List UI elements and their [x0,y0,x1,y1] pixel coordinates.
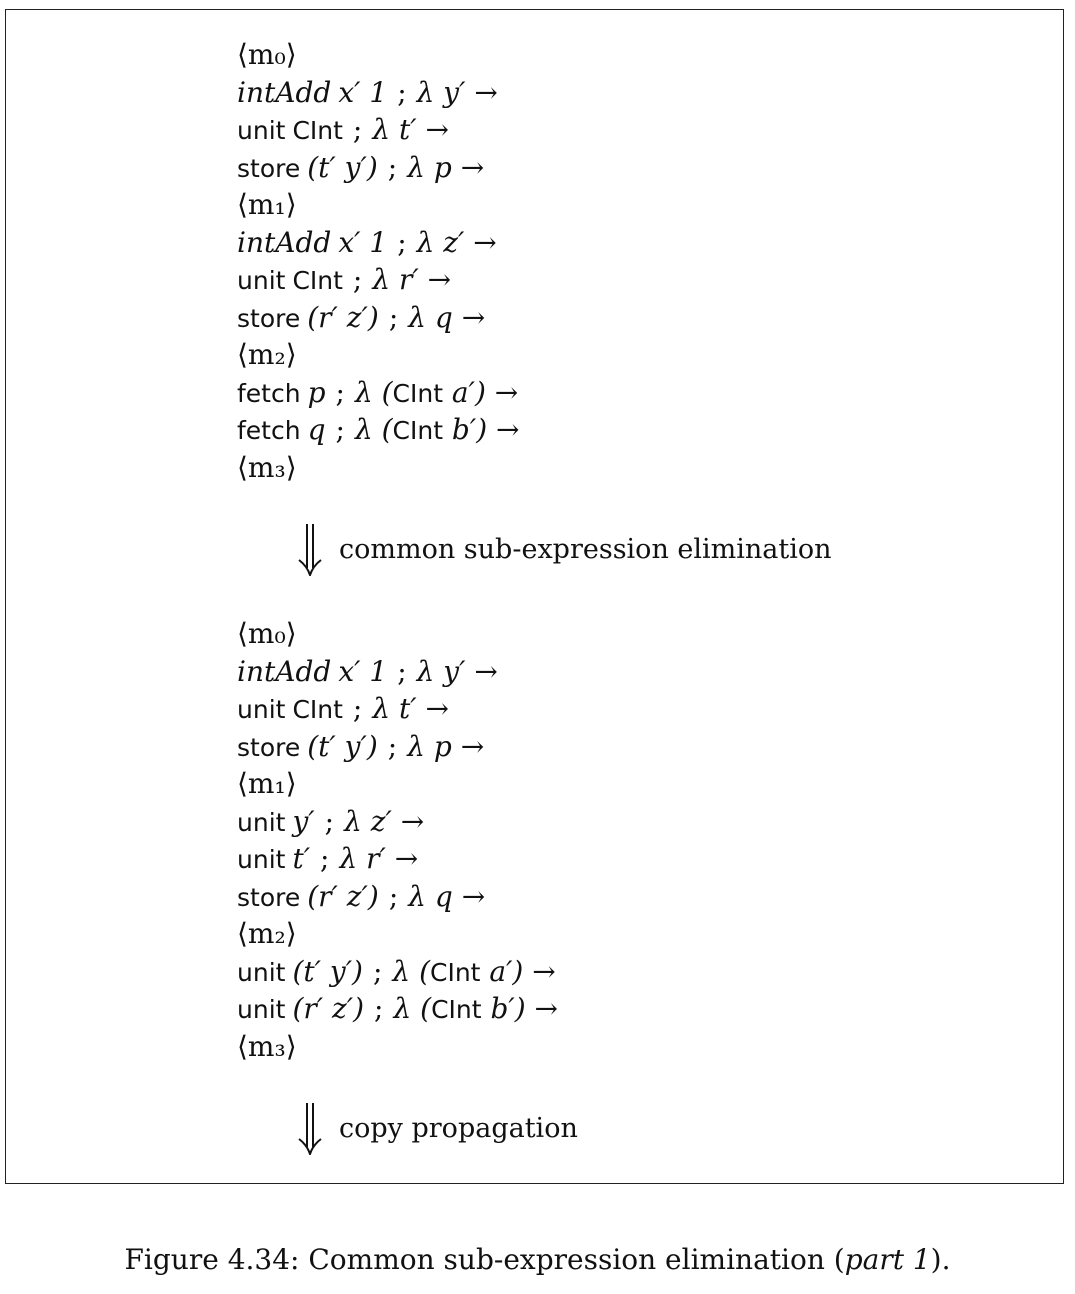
lambda-binder-open: λ ( [354,375,393,409]
code-arguments: q [307,413,326,446]
code-arguments: x′ 1 [338,75,388,109]
constructor-name: CInt [392,416,444,445]
lambda-binder-close: b′) → [481,992,559,1025]
lambda-binder: λ q → [408,879,486,913]
code-operation: unit [237,995,286,1024]
code-operation: unit [237,807,286,837]
code-arguments: t′ [292,842,311,875]
code-arguments: (t′ y′) [307,150,378,184]
lambda-binder-open: λ ( [392,954,430,988]
code-arguments: x′ 1 [338,654,388,688]
caption-prefix: Figure 4.34: Common sub-expression elimination ( [124,1243,845,1276]
memory-marker [237,1028,558,1066]
constructor-name: CInt [430,957,481,987]
transform-step-cse [295,524,832,574]
lambda-binder: λ y′ → [416,654,498,688]
code-line [237,411,519,449]
memory-marker [237,615,558,653]
separator: ; [397,225,407,259]
code-operation: fetch [237,416,301,445]
transform-label-cse: common sub-expression elimination [339,533,832,565]
code-operation: unit [237,957,286,987]
memory-marker [237,915,558,953]
code-arguments: CInt [292,266,343,295]
code-arguments: (t′ y′) [307,729,378,763]
code-line [237,840,558,878]
code-operation: intAdd [237,75,332,109]
separator: ; [352,263,363,296]
code-arguments: (r′ z′) [307,300,379,334]
marker-text: ⟨m₃⟩ [237,1029,297,1063]
transform-step-copy-propagation [295,1103,578,1153]
constructor-name: CInt [431,995,482,1024]
marker-text: ⟨m₁⟩ [237,188,297,221]
lambda-binder: λ y′ → [416,75,498,109]
transform-label-copy-propagation: copy propagation [339,1112,578,1144]
code-line [237,111,519,149]
marker-text: ⟨m₁⟩ [237,767,297,800]
lambda-binder-close: b′) → [443,413,520,446]
separator: ; [388,879,399,913]
lambda-binder: λ q → [408,300,486,334]
constructor-name: CInt [392,378,444,408]
memory-marker [237,36,519,74]
code-operation: unit [237,695,286,724]
code-arguments: (t′ y′) [292,954,363,988]
lambda-binder: λ t′ → [372,692,449,725]
separator: ; [352,692,363,725]
memory-marker [237,336,519,374]
code-operation: unit [237,845,286,874]
memory-marker [237,186,519,224]
separator: ; [387,729,398,763]
memory-marker [237,765,558,803]
code-operation: store [237,732,301,762]
code-arguments: p [307,375,326,409]
code-block-before [237,36,519,486]
lambda-binder: λ z′ → [344,804,425,838]
lambda-binder: λ r′ → [339,842,419,875]
code-line [237,990,558,1028]
code-arguments: CInt [292,116,343,145]
memory-marker [237,449,519,487]
figure-caption [0,1243,1075,1276]
marker-text: ⟨m₃⟩ [237,450,297,484]
lambda-binder-close: a′) → [480,954,556,988]
separator: ; [374,992,384,1025]
lambda-binder: λ z′ → [416,225,497,259]
lambda-binder-open: λ ( [354,413,393,446]
code-line [237,374,519,412]
lambda-binder: λ p → [407,150,485,184]
marker-text: ⟨m₀⟩ [237,38,297,71]
marker-text: ⟨m₀⟩ [237,617,297,650]
lambda-binder: λ t′ → [372,113,449,146]
code-line [237,224,519,262]
separator: ; [320,842,330,875]
separator: ; [397,654,407,688]
caption-suffix: ). [930,1243,951,1276]
code-operation: unit [237,116,286,145]
lambda-binder-open: λ ( [393,992,432,1025]
code-line [237,149,519,187]
code-arguments: (r′ z′) [292,992,365,1025]
code-line [237,299,519,337]
code-line [237,953,558,991]
code-arguments: x′ 1 [338,225,388,259]
caption-emphasis: part 1 [844,1243,931,1276]
code-operation: store [237,303,301,333]
code-line [237,728,558,766]
separator: ; [352,113,363,146]
code-line [237,803,558,841]
code-operation: intAdd [237,654,332,688]
separator: ; [324,804,335,838]
code-line [237,653,558,691]
code-operation: unit [237,266,286,295]
lambda-binder: λ r′ → [372,263,452,296]
code-arguments: (r′ z′) [307,879,379,913]
code-arguments: CInt [292,695,343,724]
code-operation: intAdd [237,225,332,259]
double-down-arrow-icon [295,522,325,576]
code-line [237,690,558,728]
separator: ; [388,300,399,334]
separator: ; [387,150,398,184]
code-line [237,74,519,112]
separator: ; [335,413,345,446]
lambda-binder: λ p → [407,729,485,763]
double-down-arrow-icon [295,1101,325,1155]
marker-text: ⟨m₂⟩ [237,338,297,371]
code-operation: store [237,153,301,183]
code-operation: store [237,882,301,912]
code-arguments: y′ [292,804,315,838]
code-operation: fetch [237,378,301,408]
code-line [237,878,558,916]
separator: ; [335,375,345,409]
lambda-binder-close: a′) → [443,375,519,409]
code-line [237,261,519,299]
separator: ; [397,75,407,109]
separator: ; [372,954,383,988]
code-block-after [237,615,558,1065]
marker-text: ⟨m₂⟩ [237,917,297,950]
